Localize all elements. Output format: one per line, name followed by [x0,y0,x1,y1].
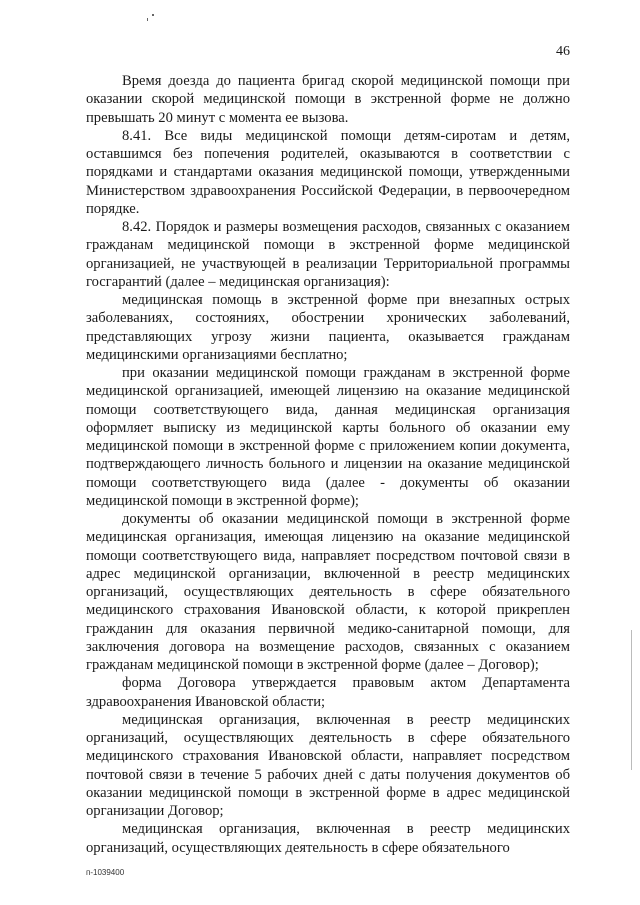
paragraph-send-contract: медицинская организация, включенная в реестр медицинских организаций, осуществляющих деятельность в сфере обязательного медицинского страхования Ивановской области, направляет посредством почтовой связи в течение 5 рабочих дней с даты получения документов об оказании медицинской помощи в экстренной форме в адрес медицинской организации Договор; [86,711,570,819]
document-code: п-1039400 [86,868,125,877]
paragraph-8-42: 8.42. Порядок и размеры возмещения расходов, связанных с оказанием гражданам медицинской помощи в экстренной форме медицинской организацией, не участвующей в реализации Территориальной программы госгарантий (далее – медицинская организация): [86,219,570,290]
paragraph-documents: документы об оказании медицинской помощи в экстренной форме медицинская организация, имеющая лицензию на оказание медицинской помощи соответствующего вида, направляет посредством почтовой связи в адрес медицинской организации, включенной в реестр медицинских организаций, осуществляющих деятельность в сфере обязательного медицинского страхования Ивановской области, к которой прикреплен гражданин для оказания первичной медико-санитарной помощи, для заключения договора на возмещение расходов, связанных с оказанием гражданам медицинской помощи в экстренной форме (далее – Договор); [86,511,570,673]
paragraph-8-41: 8.41. Все виды медицинской помощи детям-сиротам и детям, оставшимся без попечения родителей, оказываются в соответствии с порядками и стандартами оказания медицинской помощи, утвержденными Министерством здравоохранения Российской Федерации, в первоочередном порядке. [86,127,570,217]
document-body [86,72,570,857]
scan-speck [152,14,154,16]
paragraph-contract-form: форма Договора утверждается правовым актом Департамента здравоохранения Ивановской области; [86,675,570,710]
page-number: 46 [556,44,570,59]
scan-edge-line [631,630,632,770]
paragraph-extract: при оказании медицинской помощи гражданам в экстренной форме медицинской организацией, имеющей лицензию на оказание медицинской помощи соответствующего вида, данная медицинская организация оформляет выписку из медицинской карты больного об оказании ему медицинской помощи в экстренной форме с приложением копии документа, подтверждающего личность больного и лицензии на оказание медицинской помощи соответствующего вида (далее - документы об оказании медицинской помощи в экстренной форме); [86,365,570,509]
paragraph-continued: медицинская организация, включенная в реестр медицинских организаций, осуществляющих деятельность в сфере обязательного [86,821,570,856]
paragraph-arrival-time: Время доезда до пациента бригад скорой медицинской помощи при оказании скорой медицинской помощи в экстренной форме не должно превышать 20 минут с момента ее вызова. [86,73,570,126]
paragraph-emergency-free: медицинская помощь в экстренной форме при внезапных острых заболеваниях, состояниях, обострении хронических заболеваний, представляющих угрозу жизни пациента, оказывается гражданам медицинскими организациями бесплатно; [86,292,570,363]
scan-speck [147,18,148,21]
